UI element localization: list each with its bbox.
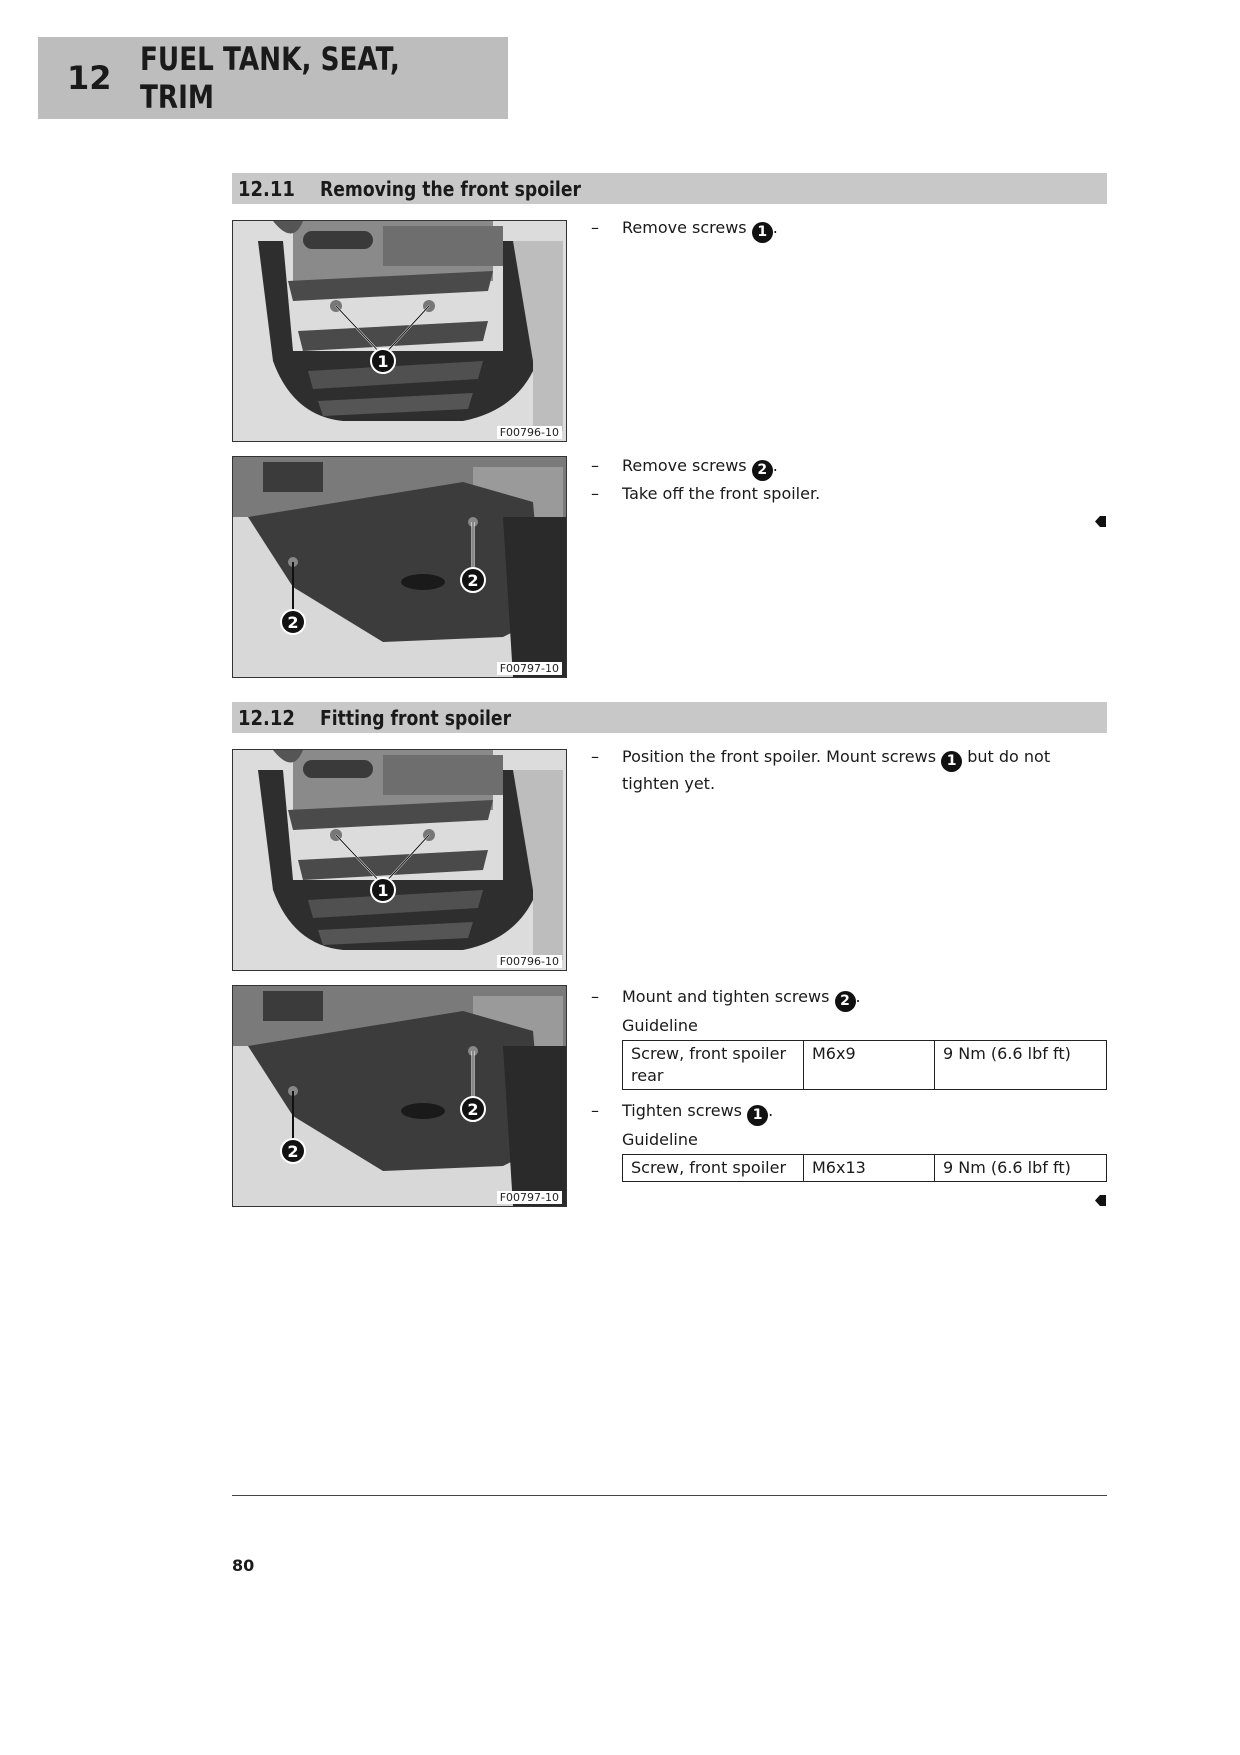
table-row [623, 1155, 1107, 1182]
guideline-label: Guideline [622, 1130, 698, 1149]
figure-spoiler-front-view [232, 220, 567, 442]
figure-spoiler-front-view [232, 749, 567, 971]
spoiler-front-illustration [233, 750, 566, 970]
guideline-label: Guideline [622, 1016, 698, 1035]
end-of-section-marker [1095, 516, 1106, 527]
step-item [591, 482, 1111, 506]
step-dash: – [591, 987, 599, 1006]
callout-ref: 2 [835, 991, 856, 1012]
step-suffix: . [772, 218, 778, 237]
step-suffix: . [855, 987, 861, 1006]
figure-spoiler-underside-view [232, 456, 567, 678]
step-text: Remove screws [622, 456, 747, 475]
footer-divider [232, 1495, 1107, 1496]
figure-code: F00796-10 [497, 426, 562, 439]
step-text: Remove screws [622, 218, 747, 237]
figure-code: F00796-10 [497, 955, 562, 968]
section-number: 12.11 [238, 176, 295, 201]
step-item [591, 745, 1111, 796]
end-of-section-marker [1095, 1195, 1106, 1206]
chapter-header [38, 37, 508, 119]
callout-ref: 1 [752, 222, 773, 243]
spec-size: M6x13 [804, 1155, 935, 1182]
spoiler-front-illustration [233, 221, 566, 441]
spec-torque: 9 Nm (6.6 lbf ft) [935, 1041, 1107, 1090]
chapter-number: 12 [67, 59, 112, 97]
spec-size: M6x9 [804, 1041, 935, 1090]
step-item [591, 1099, 1111, 1126]
callout-ref: 1 [747, 1105, 768, 1126]
table-row [623, 1041, 1107, 1090]
step-item [591, 454, 1111, 481]
figure-callout-label: 2 [467, 571, 479, 590]
step-dash: – [591, 1101, 599, 1120]
chapter-title: FUEL TANK, SEAT, TRIM [139, 40, 400, 116]
figure-callout-label: 2 [467, 1100, 479, 1119]
callout-ref: 1 [941, 751, 962, 772]
spec-torque: 9 Nm (6.6 lbf ft) [935, 1155, 1107, 1182]
figure-callout-label: 2 [287, 613, 299, 632]
figure-callout-label: 1 [377, 881, 389, 900]
figure-code: F00797-10 [497, 662, 562, 675]
step-text: Take off the front spoiler. [622, 484, 821, 503]
section-number: 12.12 [238, 705, 295, 730]
torque-spec-table [622, 1040, 1107, 1090]
step-suffix: . [768, 1101, 774, 1120]
torque-spec-table [622, 1154, 1107, 1182]
step-text: Mount and tighten screws [622, 987, 830, 1006]
figure-spoiler-underside-view [232, 985, 567, 1207]
step-dash: – [591, 484, 599, 503]
spec-part: Screw, front spoiler rear [623, 1041, 804, 1090]
step-text-after: but do not tighten yet. [622, 747, 1051, 793]
step-dash: – [591, 218, 599, 237]
callout-ref: 2 [752, 460, 773, 481]
step-text: Position the front spoiler. Mount screws [622, 747, 937, 766]
spoiler-underside-illustration [233, 457, 566, 677]
section-heading-removing [232, 173, 1107, 204]
figure-code: F00797-10 [497, 1191, 562, 1204]
step-item [591, 985, 1111, 1012]
step-item [591, 216, 1111, 243]
section-heading-fitting [232, 702, 1107, 733]
page-number: 80 [232, 1556, 255, 1575]
spoiler-underside-illustration [233, 986, 566, 1206]
step-dash: – [591, 456, 599, 475]
spec-part: Screw, front spoiler [623, 1155, 804, 1182]
step-text: Tighten screws [622, 1101, 742, 1120]
section-title: Removing the front spoiler [320, 176, 581, 201]
figure-callout-label: 2 [287, 1142, 299, 1161]
section-title: Fitting front spoiler [320, 705, 512, 730]
step-dash: – [591, 747, 599, 766]
figure-callout-label: 1 [377, 352, 389, 371]
step-suffix: . [772, 456, 778, 475]
